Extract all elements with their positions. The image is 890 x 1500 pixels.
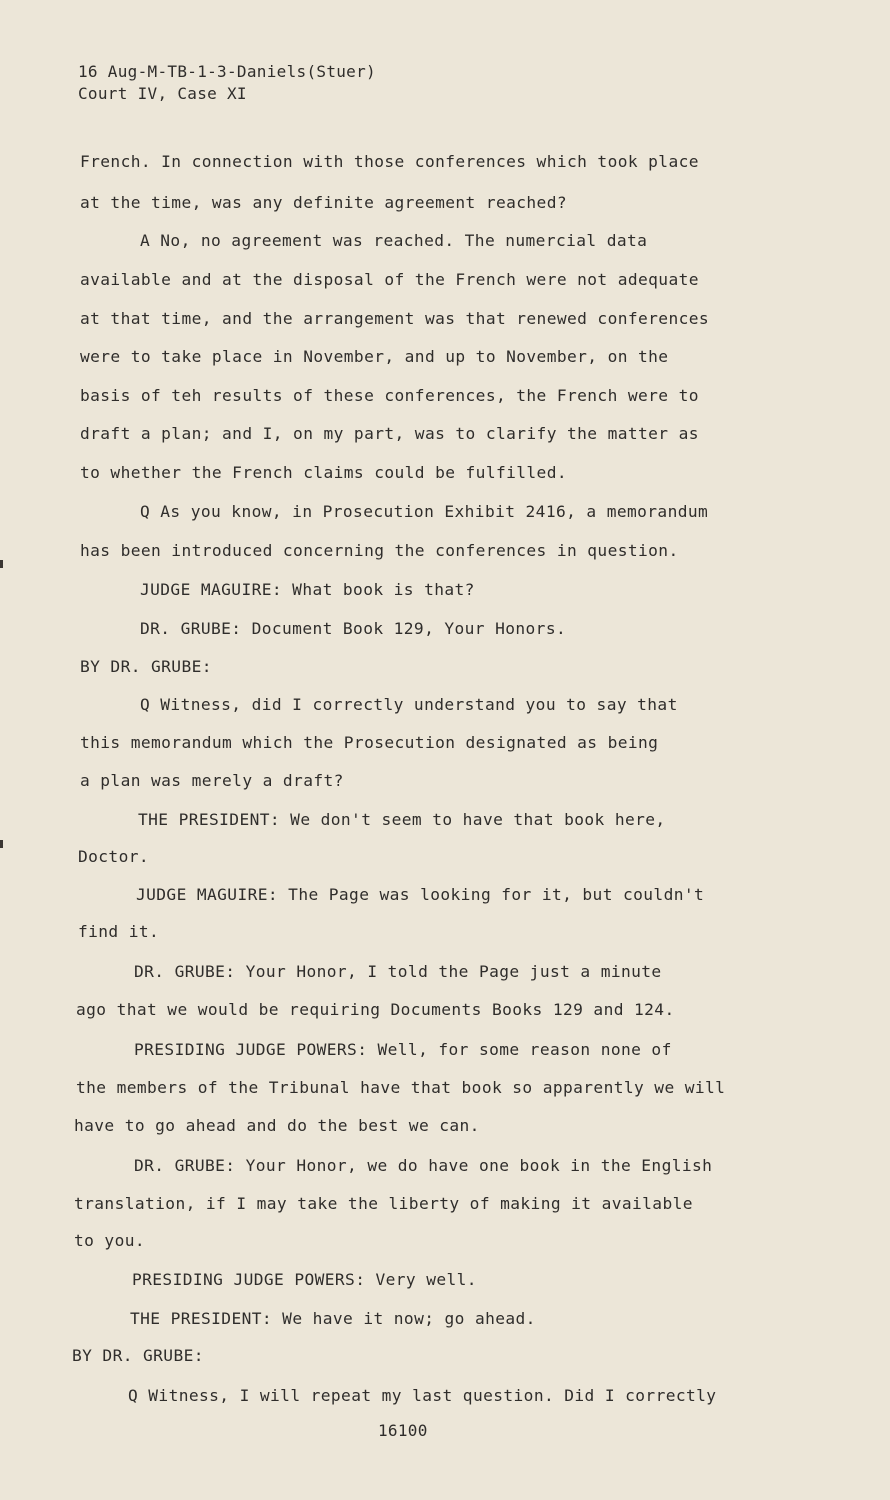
body-line-13: DR. GRUBE: Document Book 129, Your Honors.: [140, 619, 567, 638]
body-line-5: at that time, and the arrangement was that renewed conferences: [80, 309, 710, 328]
body-line-33: Q Witness, I will repeat my last question. Did I correctly: [128, 1386, 717, 1405]
body-line-4: available and at the disposal of the French were not adequate: [80, 270, 699, 289]
body-line-17: a plan was merely a draft?: [80, 771, 344, 790]
body-line-22: DR. GRUBE: Your Honor, I told the Page just a minute: [134, 962, 662, 981]
body-line-32: BY DR. GRUBE:: [72, 1346, 204, 1365]
body-line-16: this memorandum which the Prosecution designated as being: [80, 733, 659, 752]
body-line-1: French. In connection with those conferences which took place: [80, 152, 699, 171]
body-line-20: JUDGE MAGUIRE: The Page was looking for it, but couldn't: [136, 885, 705, 904]
body-line-12: JUDGE MAGUIRE: What book is that?: [140, 580, 475, 599]
left-edge-mark: [0, 560, 3, 568]
body-line-11: has been introduced concerning the conferences in question.: [80, 541, 679, 560]
body-line-14: BY DR. GRUBE:: [80, 657, 212, 676]
body-line-21: find it.: [78, 922, 160, 941]
body-line-8: draft a plan; and I, on my part, was to clarify the matter as: [80, 424, 699, 443]
body-line-23: ago that we would be requiring Documents Books 129 and 124.: [76, 1000, 675, 1019]
body-line-25: the members of the Tribunal have that book so apparently we will: [76, 1078, 726, 1097]
body-line-26: have to go ahead and do the best we can.: [74, 1116, 480, 1135]
body-line-2: at the time, was any definite agreement reached?: [80, 193, 567, 212]
page-number: 16100: [378, 1421, 428, 1440]
body-line-24: PRESIDING JUDGE POWERS: Well, for some reason none of: [134, 1040, 672, 1059]
body-line-31: THE PRESIDENT: We have it now; go ahead.: [130, 1309, 536, 1328]
body-line-30: PRESIDING JUDGE POWERS: Very well.: [132, 1270, 477, 1289]
body-line-28: translation, if I may take the liberty of making it available: [74, 1194, 693, 1213]
body-line-15: Q Witness, did I correctly understand you to say that: [140, 695, 678, 714]
body-line-7: basis of teh results of these conferences, the French were to: [80, 386, 699, 405]
body-line-29: to you.: [74, 1231, 146, 1250]
body-line-27: DR. GRUBE: Your Honor, we do have one book in the English: [134, 1156, 713, 1175]
body-line-9: to whether the French claims could be fulfilled.: [80, 463, 567, 482]
body-line-18: THE PRESIDENT: We don't seem to have that book here,: [138, 810, 666, 829]
body-line-10: Q As you know, in Prosecution Exhibit 2416, a memorandum: [140, 502, 709, 521]
body-line-3: A No, no agreement was reached. The numercial data: [140, 231, 648, 250]
body-line-19: Doctor.: [78, 847, 150, 866]
left-edge-mark: [0, 840, 3, 848]
body-line-6: were to take place in November, and up to November, on the: [80, 347, 669, 366]
header-docket-line: 16 Aug-M-TB-1-3-Daniels(Stuer): [78, 62, 376, 81]
header-court-line: Court IV, Case XI: [78, 84, 247, 103]
